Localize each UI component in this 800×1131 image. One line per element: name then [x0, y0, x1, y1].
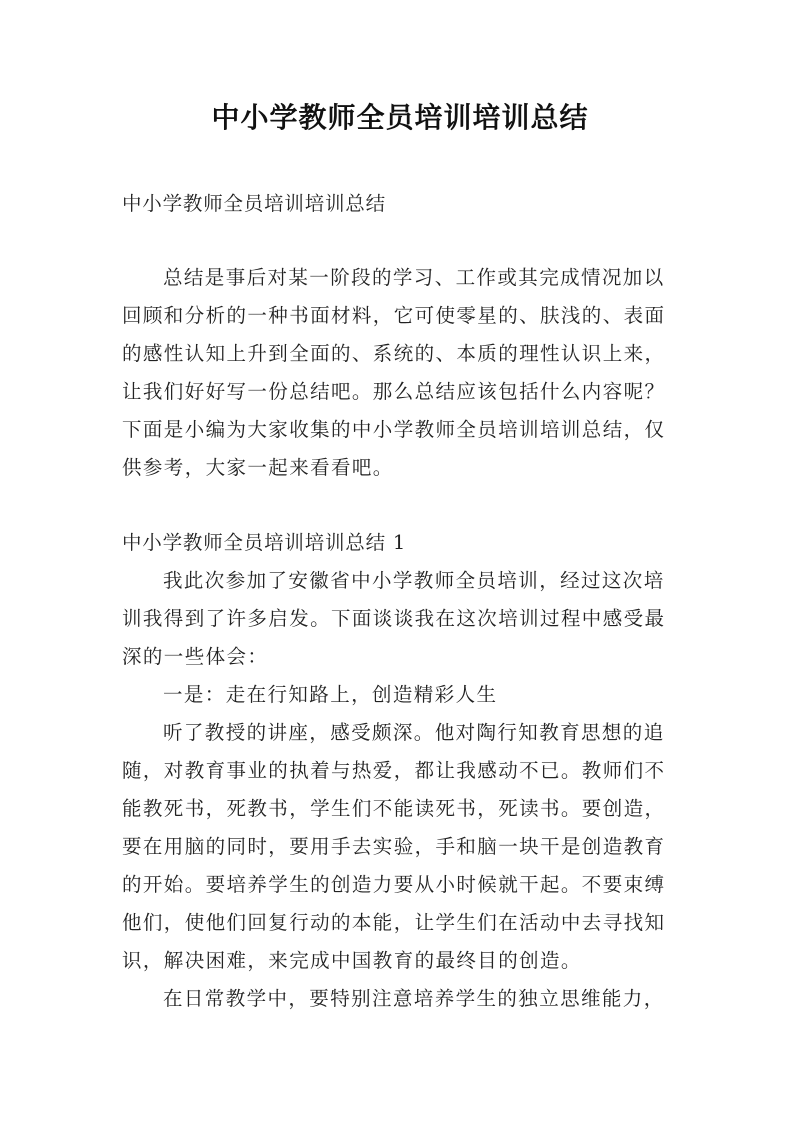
para1-line-3: 深的一些体会：	[122, 645, 269, 668]
para2-line-5: 的开始。要培养学生的创造力要从小时候就干起。不要束缚	[122, 873, 666, 896]
para2-line-6: 他们，使他们回复行动的本能，让学生们在活动中去寻找知	[122, 911, 666, 934]
intro-line-2: 回顾和分析的一种书面材料，它可使零星的、肤浅的、表面	[122, 304, 666, 327]
intro-line-3: 的感性认知上升到全面的、系统的、本质的理性认识上来，	[122, 342, 666, 365]
para1-line-2: 训我得到了许多启发。下面谈谈我在这次培训过程中感受最	[122, 607, 666, 630]
intro-line-6: 供参考，大家一起来看看吧。	[122, 456, 394, 479]
para2-line-4: 要在用脑的同时，要用手去实验，手和脑一块干是创造教育	[122, 835, 666, 858]
para2-line-2: 随，对教育事业的执着与热爱，都让我感动不已。教师们不	[122, 759, 666, 782]
para2-line-3: 能教死书，死教书，学生们不能读死书，死读书。要创造，	[122, 797, 666, 820]
intro-line-4: 让我们好好写一份总结吧。那么总结应该包括什么内容呢？	[122, 380, 666, 403]
para1-line-1: 我此次参加了安徽省中小学教师全员培训，经过这次培	[163, 569, 665, 592]
section-heading: 中小学教师全员培训培训总结 1	[122, 531, 407, 554]
document-title: 中小学教师全员培训培训总结	[211, 101, 589, 134]
intro-line-5: 下面是小编为大家收集的中小学教师全员培训培训总结，仅	[122, 418, 666, 441]
document-subtitle: 中小学教师全员培训培训总结	[122, 192, 386, 215]
para2-line-7: 识，解决困难，来完成中国教育的最终目的创造。	[122, 949, 582, 972]
intro-line-1: 总结是事后对某一阶段的学习、工作或其完成情况加以	[163, 266, 665, 289]
para2-line-1: 听了教授的讲座，感受颇深。他对陶行知教育思想的追	[163, 721, 665, 744]
point-heading: 一是：走在行知路上，创造精彩人生	[163, 683, 498, 706]
para3-line-1: 在日常教学中，要特别注意培养学生的独立思维能力，	[163, 987, 665, 1010]
